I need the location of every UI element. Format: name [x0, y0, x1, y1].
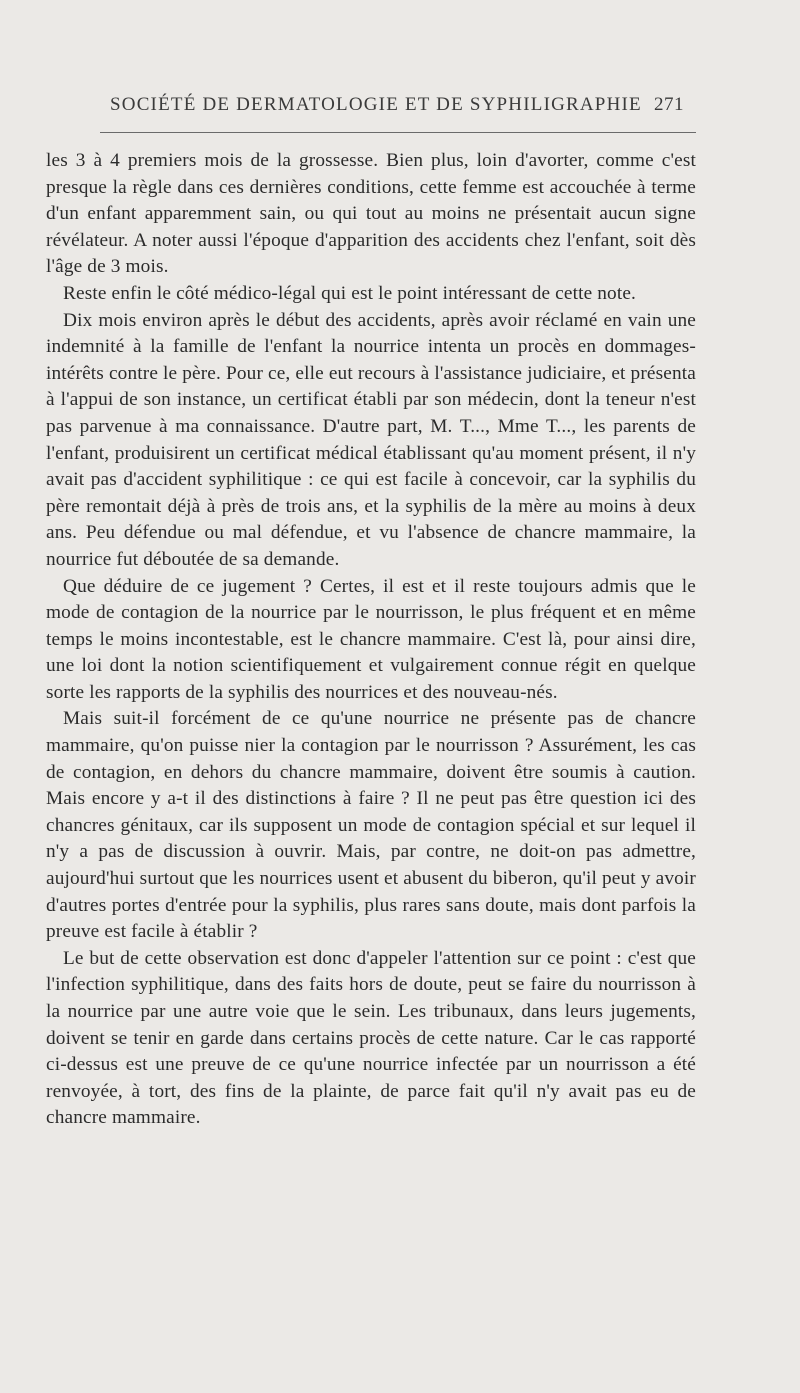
body-text: [46, 148, 696, 1132]
page-number: 271: [654, 94, 684, 115]
paragraph-conclusion: Le but de cette observation est donc d'appeler l'attention sur ce point : c'est que l'infection syphilitique, dans des faits hors de doute, peut se faire du nourrisson à la nourrice par une autre voie que le sein. Les tribunaux, dans leurs jugements, doivent se tenir en garde dans certains procès de cette nature. Car le cas rapporté ci-dessus est une preuve de ce qu'une nourrice infectée par un nourrisson a été renvoyée, à tort, des fins de la plainte, de parce fait qu'il n'y avait pas eu de chancre mammaire.: [46, 947, 696, 1129]
paragraph-medico-legal: Reste enfin le côté médico-légal qui est le point intéressant de cette note.: [63, 282, 637, 304]
running-head-title: SOCIÉTÉ DE DERMATOLOGIE ET DE SYPHILIGRAPHIE: [110, 94, 642, 115]
paragraph-question: Mais suit-il forcément de ce qu'une nourrice ne présente pas de chancre mammaire, qu'on puisse nier la contagion par le nourrisson ? Assurément, les cas de contagion, en dehors du chancre mammaire, doivent être soumis à caution. Mais encore y a-t il des distinctions à faire ? Il ne peut pas être question ici des chancres génitaux, car ils supposent un mode de contagion spécial et sur lequel il n'y a pas de discussion à ouvrir. Mais, par contre, ne doit-on pas admettre, aujourd'hui surtout que les nourrices usent et abusent du biberon, qu'il peut y avoir d'autres portes d'entrée pour la syphilis, plus rares sans doute, mais dont parfois la preuve est facile à établir ?: [46, 708, 696, 943]
paragraph-continuation: les 3 à 4 premiers mois de la grossesse. Bien plus, loin d'avorter, comme c'est presque la règle dans ces dernières conditions, cette femme est accouchée à terme d'un enfant apparemment sain, ou qui tout au moins ne présentait aucun signe révélateur. A noter aussi l'époque d'apparition des accidents chez l'enfant, soit dès l'âge de 3 mois.: [46, 150, 696, 278]
running-head: [110, 94, 684, 122]
paragraph-judgement: Que déduire de ce jugement ? Certes, il est et il reste toujours admis que le mode de contagion de la nourrice par le nourrisson, le plus fréquent et en même temps le moins incontestable, est le chancre mammaire. C'est là, pour ainsi dire, une loi dont la notion scientifiquement et vulgairement connue régit en quelque sorte les rapports de la syphilis des nourrices et des nouveau-nés.: [46, 575, 696, 703]
header-rule: [100, 132, 696, 133]
paragraph-lawsuit: Dix mois environ après le début des accidents, après avoir réclamé en vain une indemnité à la famille de l'enfant la nourrice intenta un procès en dommages-intérêts contre le père. Pour ce, elle eut recours à l'assistance judiciaire, et présenta à l'appui de son instance, un certificat établi par son médecin, dont la teneur n'est pas parvenue à ma connaissance. D'autre part, M. T..., Mme T..., les parents de l'enfant, produisirent un certificat médical établissant qu'au moment présent, il n'y avait pas d'accident syphilitique : ce qui est facile à concevoir, car la syphilis du père remontait déjà à près de trois ans, et la syphilis de la mère au moins à deux ans. Peu défendue ou mal défendue, et vu l'absence de chancre mammaire, la nourrice fut déboutée de sa demande.: [46, 309, 696, 570]
